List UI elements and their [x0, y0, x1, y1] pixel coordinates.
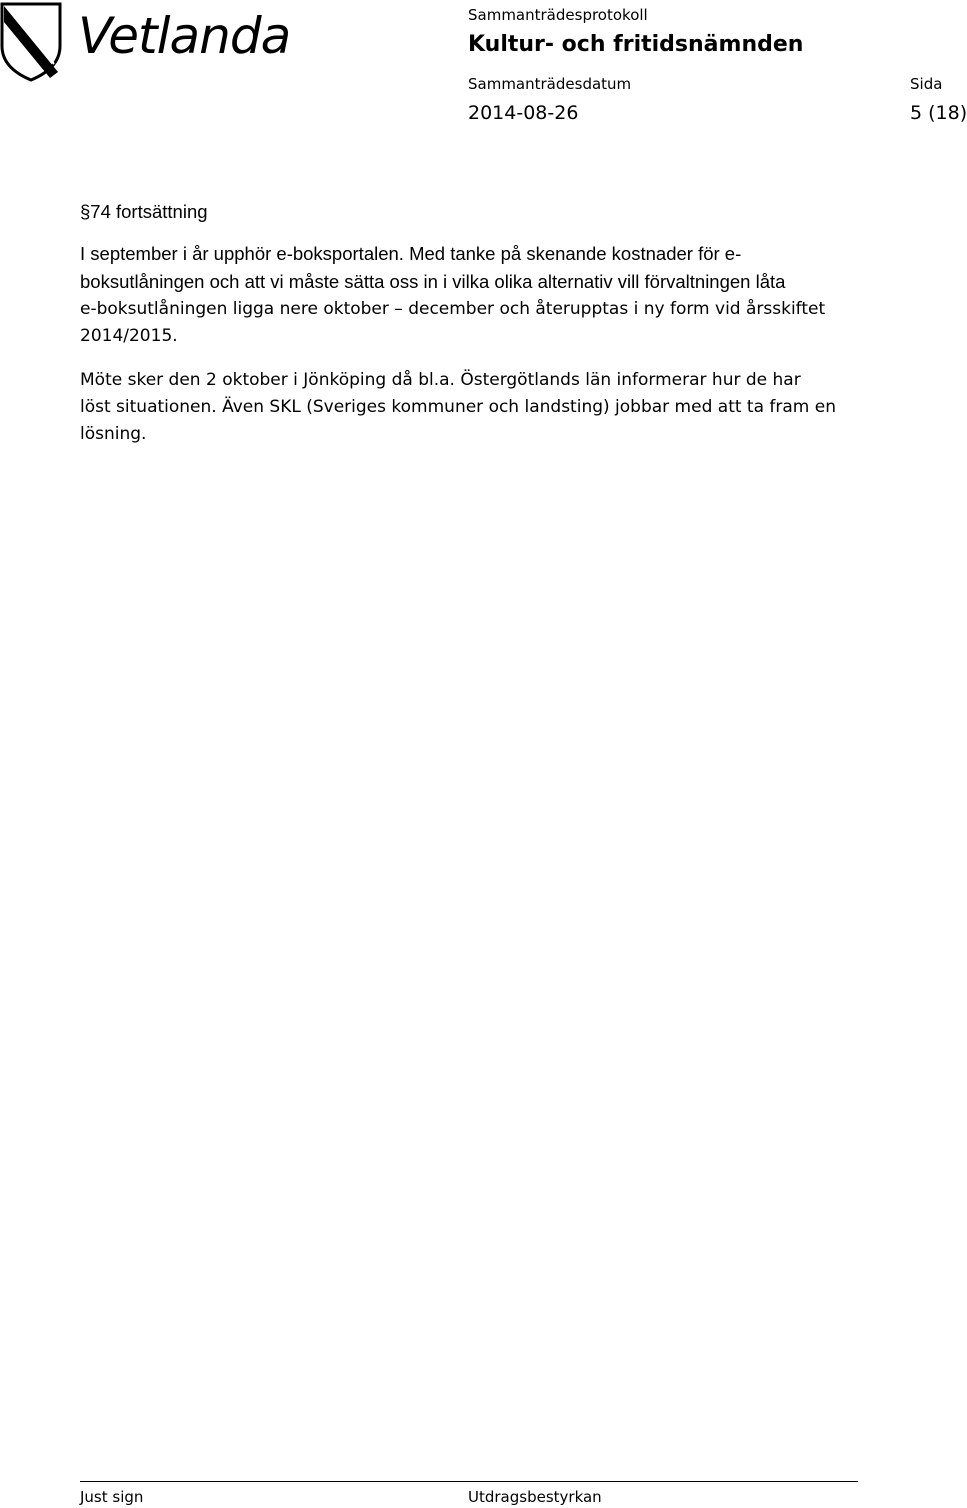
just-sign-label: Just sign [80, 1488, 144, 1506]
paragraph-line: I september i år upphör e-boksportalen. Med tanke på skenande kostnader för e- [80, 243, 742, 264]
page-number: 5 (18) [910, 102, 967, 124]
paragraph-line: boksutlåningen och att vi måste sätta oss in i vilka olika alternativ vill förvaltningen låta [80, 271, 786, 292]
paragraph-line: Möte sker den 2 oktober i Jönköping då bl.a. Östergötlands län informerar hur de har [80, 370, 801, 390]
committee-title: Kultur- och fritidsnämnden [468, 32, 804, 57]
logo-wordmark: Vetlanda [78, 7, 291, 65]
date-label: Sammanträdesdatum [468, 75, 632, 93]
meeting-date: 2014-08-26 [468, 102, 579, 124]
coat-of-arms-icon [0, 2, 64, 82]
vetlanda-logo [0, 2, 300, 82]
paragraph-line: 2014/2015. [80, 326, 178, 346]
paragraph-line: löst situationen. Även SKL (Sveriges kommuner och landsting) jobbar med att ta fram en [80, 397, 837, 417]
footer-divider [80, 1481, 858, 1482]
page-label: Sida [910, 75, 943, 93]
paragraph-line: lösning. [80, 424, 147, 444]
extract-certification-label: Utdragsbestyrkan [468, 1488, 602, 1506]
paragraph-line: e-boksutlåningen ligga nere oktober – december och återupptas i ny form vid årsskiftet [80, 299, 826, 319]
section-heading: §74 fortsättning [80, 201, 208, 222]
document-type: Sammanträdesprotokoll [468, 6, 648, 24]
